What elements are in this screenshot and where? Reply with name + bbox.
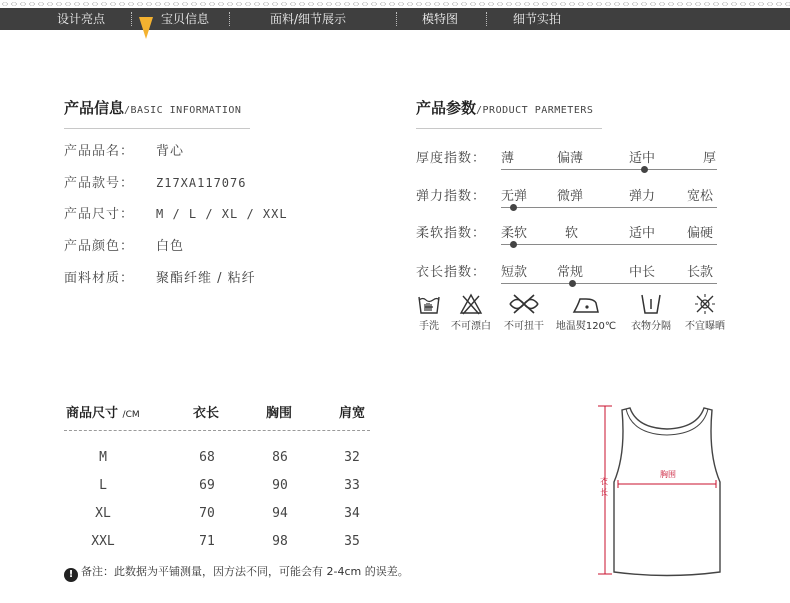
param-option: 宽松: [687, 189, 714, 204]
param-row-length: [416, 261, 721, 289]
param-label: 衣长指数：: [416, 265, 487, 280]
param-label: 柔软指数：: [416, 226, 487, 241]
care-iron: [555, 293, 617, 332]
param-indicator-dot: [641, 166, 648, 173]
info-row-style-number: [64, 174, 246, 192]
nav-separator: [396, 12, 397, 26]
param-label: 弹力指数：: [416, 189, 487, 204]
param-option: 微弹: [557, 189, 584, 204]
param-label: 厚度指数：: [416, 151, 487, 166]
note-text: 备注：此数据为平铺测量，因方法不同，可能会有 2-4cm 的误差。: [81, 565, 409, 578]
param-indicator-dot: [510, 204, 517, 211]
nav-item-design-highlights[interactable]: 设计亮点: [57, 12, 106, 26]
product-params-heading: 产品参数: [416, 99, 477, 117]
size-cell: 90: [272, 478, 288, 493]
nav-separator: [229, 12, 230, 26]
param-option: 短款: [501, 265, 528, 280]
info-label: 产品尺寸：: [64, 207, 135, 222]
info-label: 产品颜色：: [64, 239, 135, 254]
top-navigation-bar: [0, 8, 790, 30]
param-scale-line: [501, 283, 717, 284]
size-cell: 33: [344, 478, 360, 493]
top-border-decoration: [0, 0, 790, 8]
size-cell: L: [99, 478, 107, 493]
param-scale-line: [501, 169, 717, 170]
param-indicator-dot: [569, 280, 576, 287]
param-row-thickness: [416, 147, 721, 175]
product-params-subtitle: /PRODUCT PARMETERS: [476, 105, 594, 116]
info-value: 背心: [156, 144, 185, 159]
separate-wash-icon: [639, 293, 663, 315]
size-cell: M: [99, 450, 107, 465]
care-label: 地温熨120℃: [555, 321, 617, 332]
size-cell: 35: [344, 534, 360, 549]
product-params-title: [416, 97, 593, 118]
length-label-2: 长: [600, 488, 608, 497]
care-label: 衣物分隔: [631, 321, 671, 332]
no-sun-icon: [693, 293, 717, 315]
iron-icon: [571, 293, 601, 315]
param-option: 偏薄: [557, 151, 584, 166]
care-no-bleach: [447, 293, 495, 332]
param-scale-line: [501, 244, 717, 245]
tank-top-outline: [614, 408, 720, 576]
size-cell: 86: [272, 450, 288, 465]
info-row-color: [64, 238, 184, 256]
size-cell: 68: [199, 450, 215, 465]
nav-item-detail-shots[interactable]: 细节实拍: [513, 12, 562, 26]
size-table-title: [66, 402, 140, 421]
param-option: 厚: [703, 151, 717, 166]
size-cell: 69: [199, 478, 215, 493]
care-no-wring: [500, 293, 548, 332]
size-cell: XXL: [91, 534, 115, 549]
param-option: 长款: [687, 265, 714, 280]
chest-label: 胸围: [660, 470, 676, 479]
info-label: 面料材质：: [64, 271, 135, 286]
info-label: 产品款号：: [64, 176, 135, 191]
product-info-heading: 产品信息: [64, 99, 125, 117]
size-unit: /CM: [122, 410, 140, 420]
param-option: 柔软: [501, 226, 528, 241]
info-value: 聚酯纤维 / 粘纤: [156, 271, 256, 286]
divider: [416, 128, 602, 129]
info-label: 产品品名：: [64, 144, 135, 159]
param-row-elasticity: [416, 185, 721, 213]
param-scale-line: [501, 207, 717, 208]
divider: [64, 128, 250, 129]
info-value: M / L / XL / XXL: [156, 207, 288, 221]
no-bleach-icon: [459, 293, 483, 315]
param-option: 常规: [557, 265, 584, 280]
size-cell: 94: [272, 506, 288, 521]
care-label: 不宜曝晒: [685, 321, 725, 332]
warning-icon: !: [64, 568, 78, 582]
size-col-header: 胸围: [266, 406, 293, 421]
measurement-note: [64, 563, 409, 582]
size-title-text: 商品尺寸: [66, 406, 119, 421]
hand-wash-icon: [417, 293, 441, 315]
param-option: 弹力: [629, 189, 656, 204]
care-label: 不可扭干: [504, 321, 544, 332]
care-hand-wash: [414, 293, 444, 332]
active-nav-indicator: [139, 17, 153, 39]
size-col-header: 肩宽: [339, 406, 366, 421]
care-label: 手洗: [419, 321, 439, 332]
param-indicator-dot: [510, 241, 517, 248]
info-value: 白色: [156, 239, 185, 254]
nav-item-product-info[interactable]: 宝贝信息: [161, 12, 210, 26]
info-value: Z17XA117076: [156, 176, 247, 190]
size-cell: 34: [344, 506, 360, 521]
product-info-title: [64, 97, 241, 118]
care-label: 不可漂白: [451, 321, 491, 332]
size-col-header: 衣长: [193, 406, 220, 421]
divider: [64, 430, 370, 431]
nav-item-fabric-details[interactable]: 面料/细节展示: [270, 12, 347, 26]
size-cell: 70: [199, 506, 215, 521]
size-cell: XL: [95, 506, 111, 521]
length-label-1: 衣: [600, 477, 608, 486]
nav-separator: [486, 12, 487, 26]
care-separate-wash: [626, 293, 676, 332]
info-row-material: [64, 270, 256, 288]
param-option: 无弹: [501, 189, 528, 204]
param-option: 偏硬: [687, 226, 714, 241]
size-cell: 98: [272, 534, 288, 549]
care-no-sun: [680, 293, 730, 332]
product-info-subtitle: /BASIC INFORMATION: [124, 105, 242, 116]
size-cell: 32: [344, 450, 360, 465]
size-cell: 71: [199, 534, 215, 549]
param-row-softness: [416, 222, 721, 250]
nav-separator: [131, 12, 132, 26]
tank-top-diagram: [592, 396, 742, 586]
nav-item-model-photos[interactable]: 模特图: [422, 12, 459, 26]
param-option: 适中: [629, 151, 656, 166]
param-option: 薄: [501, 151, 515, 166]
param-option: 适中: [629, 226, 656, 241]
param-option: 软: [565, 226, 579, 241]
param-option: 中长: [629, 265, 656, 280]
info-row-sizes: [64, 205, 288, 223]
no-wring-icon: [507, 293, 541, 315]
info-row-name: [64, 143, 184, 161]
